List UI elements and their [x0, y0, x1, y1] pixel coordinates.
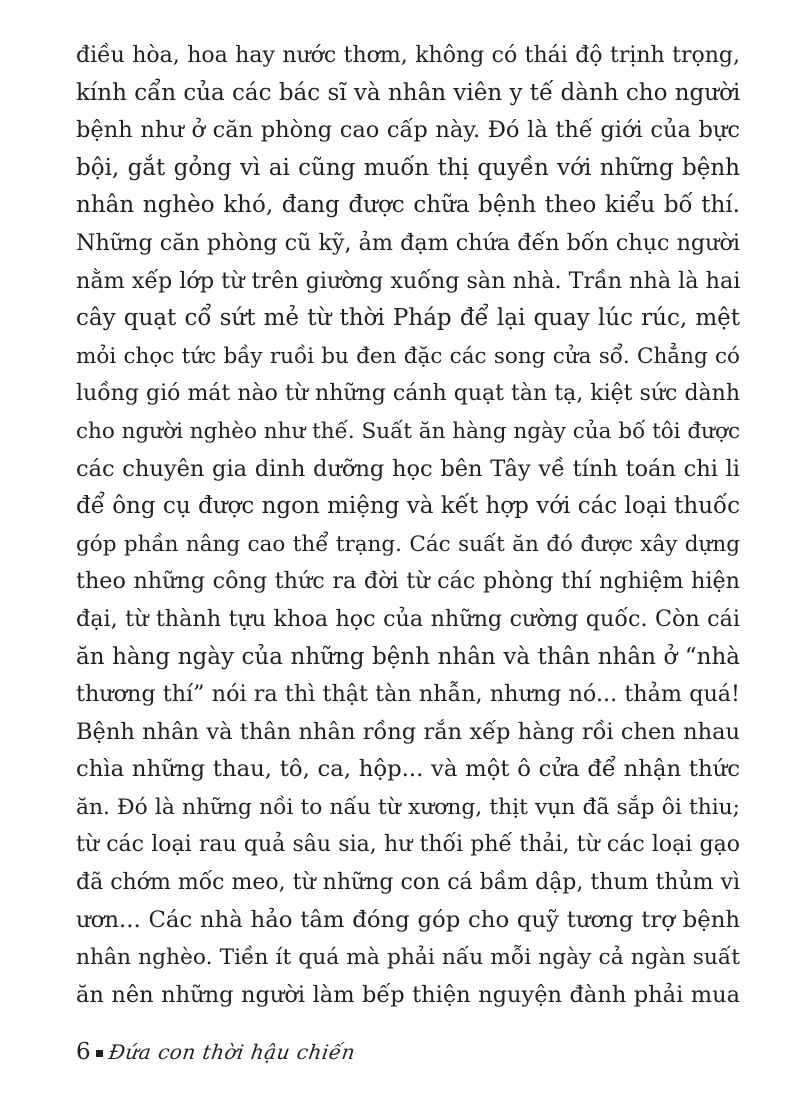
text-line: cây quạt cổ sứt mẻ từ thời Pháp để lại quay lúc rúc, mệt: [76, 305, 740, 332]
text-line: ăn hàng ngày của những bệnh nhân và thân nhân ở “nhà: [76, 643, 740, 670]
text-line: Những căn phòng cũ kỹ, ảm đạm chứa đến bốn chục người: [76, 229, 740, 256]
square-bullet-icon: [96, 1050, 103, 1057]
text-line: từ các loại rau quả sâu sia, hư thối phế thải, từ các loại gạo: [76, 832, 740, 858]
text-line: ăn. Đó là những nồi to nấu từ xương, thịt vụn đã sắp ôi thiu;: [76, 794, 740, 820]
text-line: bội, gắt gỏng vì ai cũng muốn thị quyền với những bệnh: [76, 154, 740, 181]
page-footer: [76, 1032, 355, 1072]
text-line: các chuyên gia dinh dưỡng học bên Tây về tính toán chi li: [76, 455, 740, 482]
text-line: cho người nghèo như thế. Suất ăn hàng ngày của bố tôi được: [76, 418, 740, 444]
text-line: Bệnh nhân và thân nhân rồng rắn xếp hàng rồi chen nhau: [76, 718, 740, 745]
text-line: ăn nên những người làm bếp thiện nguyện đành phải mua: [76, 981, 740, 1008]
text-line: đã chớm mốc meo, từ những con cá bầm dập, thum thủm vì: [76, 870, 740, 896]
text-line: nằm xếp lớp từ trên giường xuống sàn nhà. Trần nhà là hai: [76, 267, 740, 294]
text-line: thương thí” nói ra thì thật tàn nhẫn, nhưng nó... thảm quá!: [76, 681, 740, 708]
text-line: theo những công thức ra đời từ các phòng thí nghiệm hiện: [76, 568, 740, 595]
text-line: luồng gió mát nào từ những cánh quạt tàn tạ, kiệt sức dành: [76, 381, 740, 407]
text-line: đại, từ thành tựu khoa học của những cường quốc. Còn cái: [76, 605, 740, 632]
text-line: bệnh như ở căn phòng cao cấp này. Đó là thế giới của bực: [76, 117, 740, 144]
text-line: nhân nghèo. Tiền ít quá mà phải nấu mỗi ngày cả ngàn suất: [76, 945, 740, 971]
page-number: 6: [76, 1039, 91, 1065]
text-line: điều hòa, hoa hay nước thơm, không có thái độ trịnh trọng,: [76, 43, 740, 68]
body-text: [76, 37, 740, 1014]
text-line: ươn... Các nhà hảo tâm đóng góp cho quỹ tương trợ bệnh: [76, 906, 740, 933]
text-line: góp phần nâng cao thể trạng. Các suất ăn đó được xây dựng: [76, 531, 740, 557]
text-line: kính cẩn của các bác sĩ và nhân viên y tế dành cho người: [76, 79, 740, 106]
text-line: chìa những thau, tô, ca, hộp... và một ô cửa để nhận thức: [76, 756, 740, 783]
text-line: nhân nghèo khó, đang được chữa bệnh theo kiểu bố thí.: [76, 192, 740, 219]
text-line: để ông cụ được ngon miệng và kết hợp với các loại thuốc: [76, 493, 740, 520]
running-book-title: Đứa con thời hậu chiến: [106, 1040, 357, 1064]
text-line: mỏi chọc tức bầy ruồi bu đen đặc các song cửa sổ. Chẳng có: [76, 343, 740, 369]
